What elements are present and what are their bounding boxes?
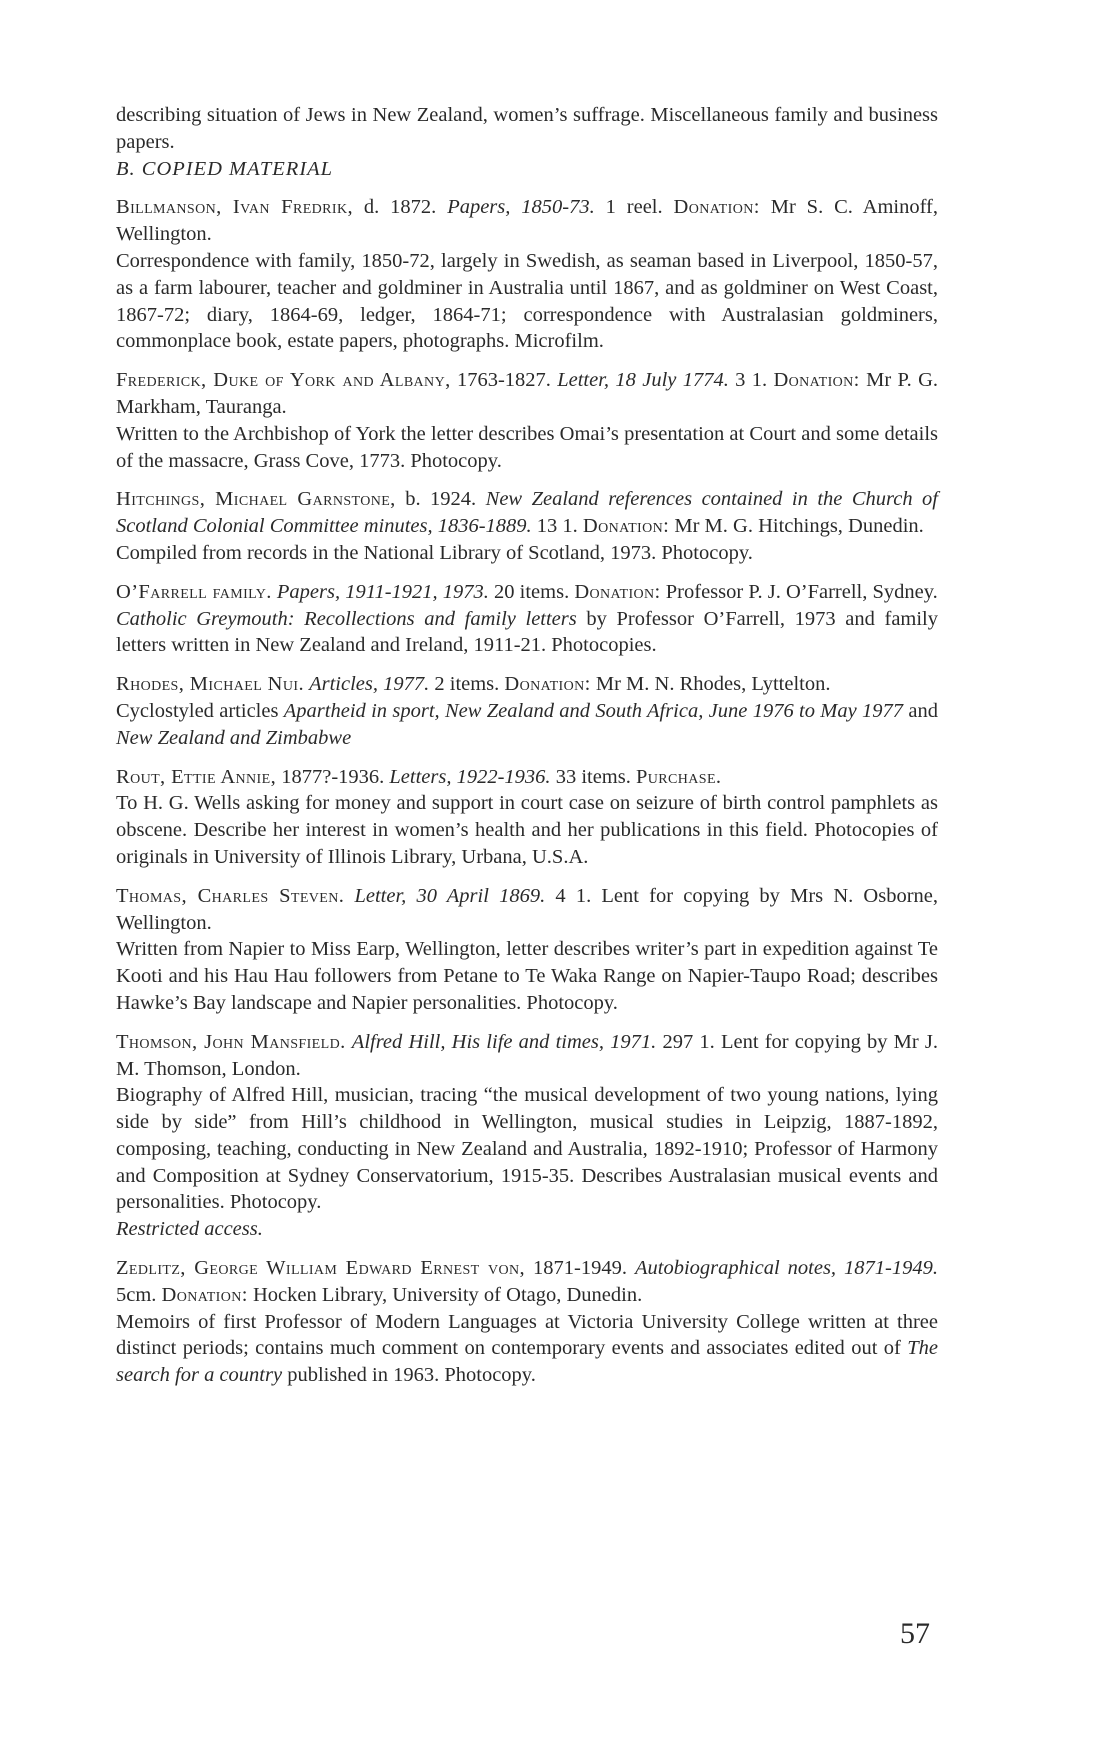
entry-name: Frederick, Duke of York and Albany, [116,369,451,392]
catalogue-entry [116,1255,938,1389]
entry-description [116,698,938,752]
entry-heading [116,1255,938,1309]
entry-description: Biography of Alfred Hill, musician, tracing “the musical development of two young nations, lying side by side” from Hill’s childhood in Wellington, musical studies in Leipzig, 1887-1892, composing, teaching, conducting in New Zealand and Australia, 1892-1910; Professor of Harmony and Composition at Sydney Conservatorium, 1915-35. Describes Australasian musical events and personalities. Photocopy. [116,1084,938,1214]
entry-name: Thomson, John Mansfield. [116,1030,346,1053]
acquisition-detail: Mr P. G. Markham, Tauranga. [116,369,939,418]
entry-description: Written from Napier to Miss Earp, Wellington, letter describes writer’s part in expedition against Te Kooti and his Hau Hau followers from Petane to Te Waka Range on Napier-Taupo Road; describes Hawke’s Bay landscape and Napier personalities. Photocopy. [116,938,938,1014]
entry-title: New Zealand references contained in the Church of Scotland Colonial Committee minutes, 1836-1889. [116,488,938,538]
entry-description: Compiled from records in the National Library of Scotland, 1973. Photocopy. [116,541,753,564]
entry-name: Thomas, Charles Steven. [116,884,345,907]
entry-title: Letters, 1922-1936. [389,765,551,788]
acquisition-detail: Mr M. N. Rhodes, Lyttelton. [590,673,831,696]
description-text: Memoirs of first Professor of Modern Languages at Victoria University College written at three distinct periods; contains much comment on contemporary events and associates edited out of [116,1310,938,1360]
acquisition-detail: Professor P. J. O’Farrell, Sydney. [660,580,938,603]
entry-title: Articles, 1977. [309,673,430,696]
entry-title: Papers, 1850-73. [447,196,595,219]
entry-title: Letter, 30 April 1869. [354,884,546,907]
entry-description [116,1309,938,1389]
catalogue-entry [116,194,938,355]
description-text: by Professor O’Farrell, 1973 and family letters written in New Zealand and Ireland, 1911-21. Photocopies. [116,607,939,657]
section-heading: B. COPIED MATERIAL [116,157,334,180]
acquisition-label: Purchase. [635,765,722,788]
entry-title: Alfred Hill, His life and times, 1971. [351,1030,657,1053]
entry-title: Papers, 1911-1921, 1973. [276,580,489,603]
intro-paragraph: describing situation of Jews in New Zealand, women’s suffrage. Miscellaneous family and business papers. [116,104,938,153]
entry-heading [116,883,938,937]
entry-dates: b. 1924. [395,488,486,511]
entry-extent: 4 1. Lent for copying by Mrs N. Osborne, Wellington. [116,884,939,934]
entry-description: Correspondence with family, 1850-72, largely in Swedish, as seaman based in Liverpool, 1850-57, as a farm labourer, teacher and goldminer in Australia until 1867, and as goldminer on West Coast, 1867-72; diary, 1864-69, ledger, 1864-71; correspondence with Australasian goldminers, commonplace book, estate papers, photographs. Microfilm. [116,249,938,353]
entry-name: Hitchings, Michael Garnstone, [116,488,396,511]
catalogue-entry [116,367,938,474]
acquisition-detail: Mr S. C. Aminoff, Wellington. [116,196,938,246]
entry-name: O’Farrell family. [116,580,272,603]
acquisition-label: Donation: [161,1283,248,1306]
acquisition-label: Donation: [582,515,670,538]
entry-dates: 1877?-1936. [276,765,390,788]
entry-name: Rhodes, Michael Nui. [116,673,304,696]
description-text: Cyclostyled articles [116,699,284,722]
description-text: and [903,699,938,722]
description-italic: The search for a country [116,1337,938,1387]
entry-heading [116,486,938,540]
entry-extent: 1 reel. [594,196,674,219]
entry-extent: 20 items. [488,580,575,603]
description-text: published in 1963. Photocopy. [282,1364,536,1387]
acquisition-label: Donation: [673,196,760,219]
entry-extent: 33 items. [550,765,636,788]
entry-dates: 1871-1949. [525,1257,636,1280]
entry-description: To H. G. Wells asking for money and support in court case on seizure of birth control pamphlets as obscene. Describe her interest in women’s health and her publications in this field. Photocopies of originals in University of Illinois Library, Urbana, U.S.A. [116,792,938,868]
acquisition-detail: Mr M. G. Hitchings, Dunedin. [669,515,924,538]
acquisition-label: Donation: [773,369,860,392]
entry-title: Letter, 18 July 1774. [557,369,729,392]
entry-heading [116,579,938,606]
acquisition-label: Donation: [504,673,591,696]
acquisition-label: Donation: [574,580,661,603]
entry-dates [344,885,354,907]
catalogue-entry [116,883,938,1017]
entry-description: Written to the Archbishop of York the letter describes Omai’s presentation at Court and some details of the massacre, Grass Cove, 1773. Photocopy. [116,422,938,472]
acquisition-detail: Hocken Library, University of Otago, Dunedin. [247,1283,643,1306]
entry-dates: 1763-1827. [450,369,558,392]
entry-heading [116,671,938,698]
access-note: Restricted access. [116,1218,263,1241]
catalogue-entry [116,671,938,751]
entry-description [116,606,938,660]
entry-extent: 2 items. [429,673,505,696]
description-italic: Catholic Greymouth: Recollections and family letters [116,607,577,630]
description-italic: Apartheid in sport, New Zealand and South Africa, June 1976 to May 1977 [283,699,904,722]
catalogue-entry [116,764,938,871]
entry-extent: 3 1. [728,369,774,392]
entry-title: Autobiographical notes, 1871-1949. [635,1257,939,1280]
entry-name: Zedlitz, George William Edward Ernest von, [116,1257,526,1280]
entry-extent: 5cm. [116,1283,162,1306]
entry-name: Billmanson, Ivan Fredrik, [116,196,354,219]
catalogue-entry [116,486,938,566]
entry-heading [116,194,938,248]
entry-heading [116,764,938,791]
page-number: 57 [900,1617,930,1650]
page-content [116,102,938,1401]
description-italic: New Zealand and Zimbabwe [116,726,352,749]
entry-heading [116,1029,938,1083]
catalogue-entry [116,1029,938,1243]
entry-name: Rout, Ettie Annie, [116,765,277,788]
entry-heading [116,367,938,421]
entry-extent: 13 1. [531,515,583,538]
entry-extent: 297 1. Lent for copying by Mr J. M. Thomson, London. [116,1030,939,1080]
entry-dates: d. 1872. [353,196,448,219]
catalogue-entry [116,579,938,659]
